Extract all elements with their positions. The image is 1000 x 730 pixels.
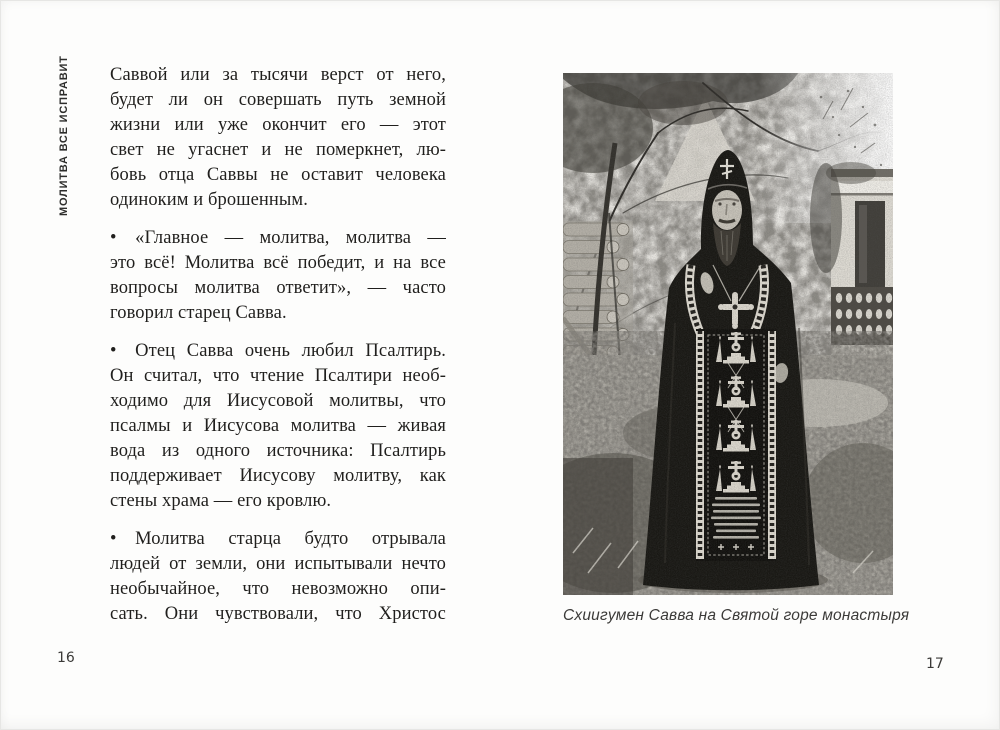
text-line: вода из одного источника: Псалтирь [110, 441, 446, 461]
text-line: вопросы молитва ответит», — часто [110, 278, 446, 298]
text-line: • Отец Савва очень любил Псалтирь. [110, 341, 446, 361]
text-line: поддерживает Иисусову молитву, как [110, 466, 446, 486]
text-line: Саввой или за тысячи верст от него, [110, 65, 446, 85]
body-text-column [110, 63, 446, 640]
photo-figure [563, 73, 910, 625]
text-line: говорил старец Савва. [110, 303, 287, 323]
text-line: людей от земли, они испытывали нечто [110, 554, 446, 574]
text-line: псалмы и Иисусова молитва — живая [110, 416, 446, 436]
text-line: • «Главное — молитва, молитва — [110, 228, 446, 248]
text-line: сать. Они чувствовали, что Христос [110, 604, 446, 624]
text-line: свет не угаснет и не померкнет, лю- [110, 140, 446, 160]
sidebar-vertical-title: МОЛИТВА ВСЕ ИСПРАВИТ [58, 55, 70, 216]
text-line: • Молитва старца будто отрывала [110, 529, 446, 549]
monk-photo-illustration [563, 73, 893, 595]
paragraph-1 [110, 63, 446, 213]
page-number-right: 17 [926, 656, 944, 672]
text-line: стены храма — его кровлю. [110, 491, 332, 511]
text-line: ходимо для Иисусовой молитвы, что [110, 391, 446, 411]
photo-caption: Схиигумен Савва на Святой горе монастыря [563, 607, 910, 624]
paragraph-2 [110, 226, 446, 326]
text-line: необычайное, что невозможно опи- [110, 579, 446, 599]
text-line: жизни или уже окончит его — этот [110, 115, 446, 135]
paragraph-3 [110, 339, 446, 514]
text-line: одиноким и брошенным. [110, 190, 308, 210]
page-number-left: 16 [57, 650, 75, 666]
text-line: будет ли он совершать путь земной [110, 90, 446, 110]
text-line: Он считал, что чтение Псалтири необ- [110, 366, 446, 386]
text-line: бовь отца Саввы не оставит человека [110, 165, 446, 185]
paragraph-4 [110, 527, 446, 627]
photo-grain [563, 73, 893, 595]
text-line: это всё! Молитва всё победит, и на все [110, 253, 446, 273]
